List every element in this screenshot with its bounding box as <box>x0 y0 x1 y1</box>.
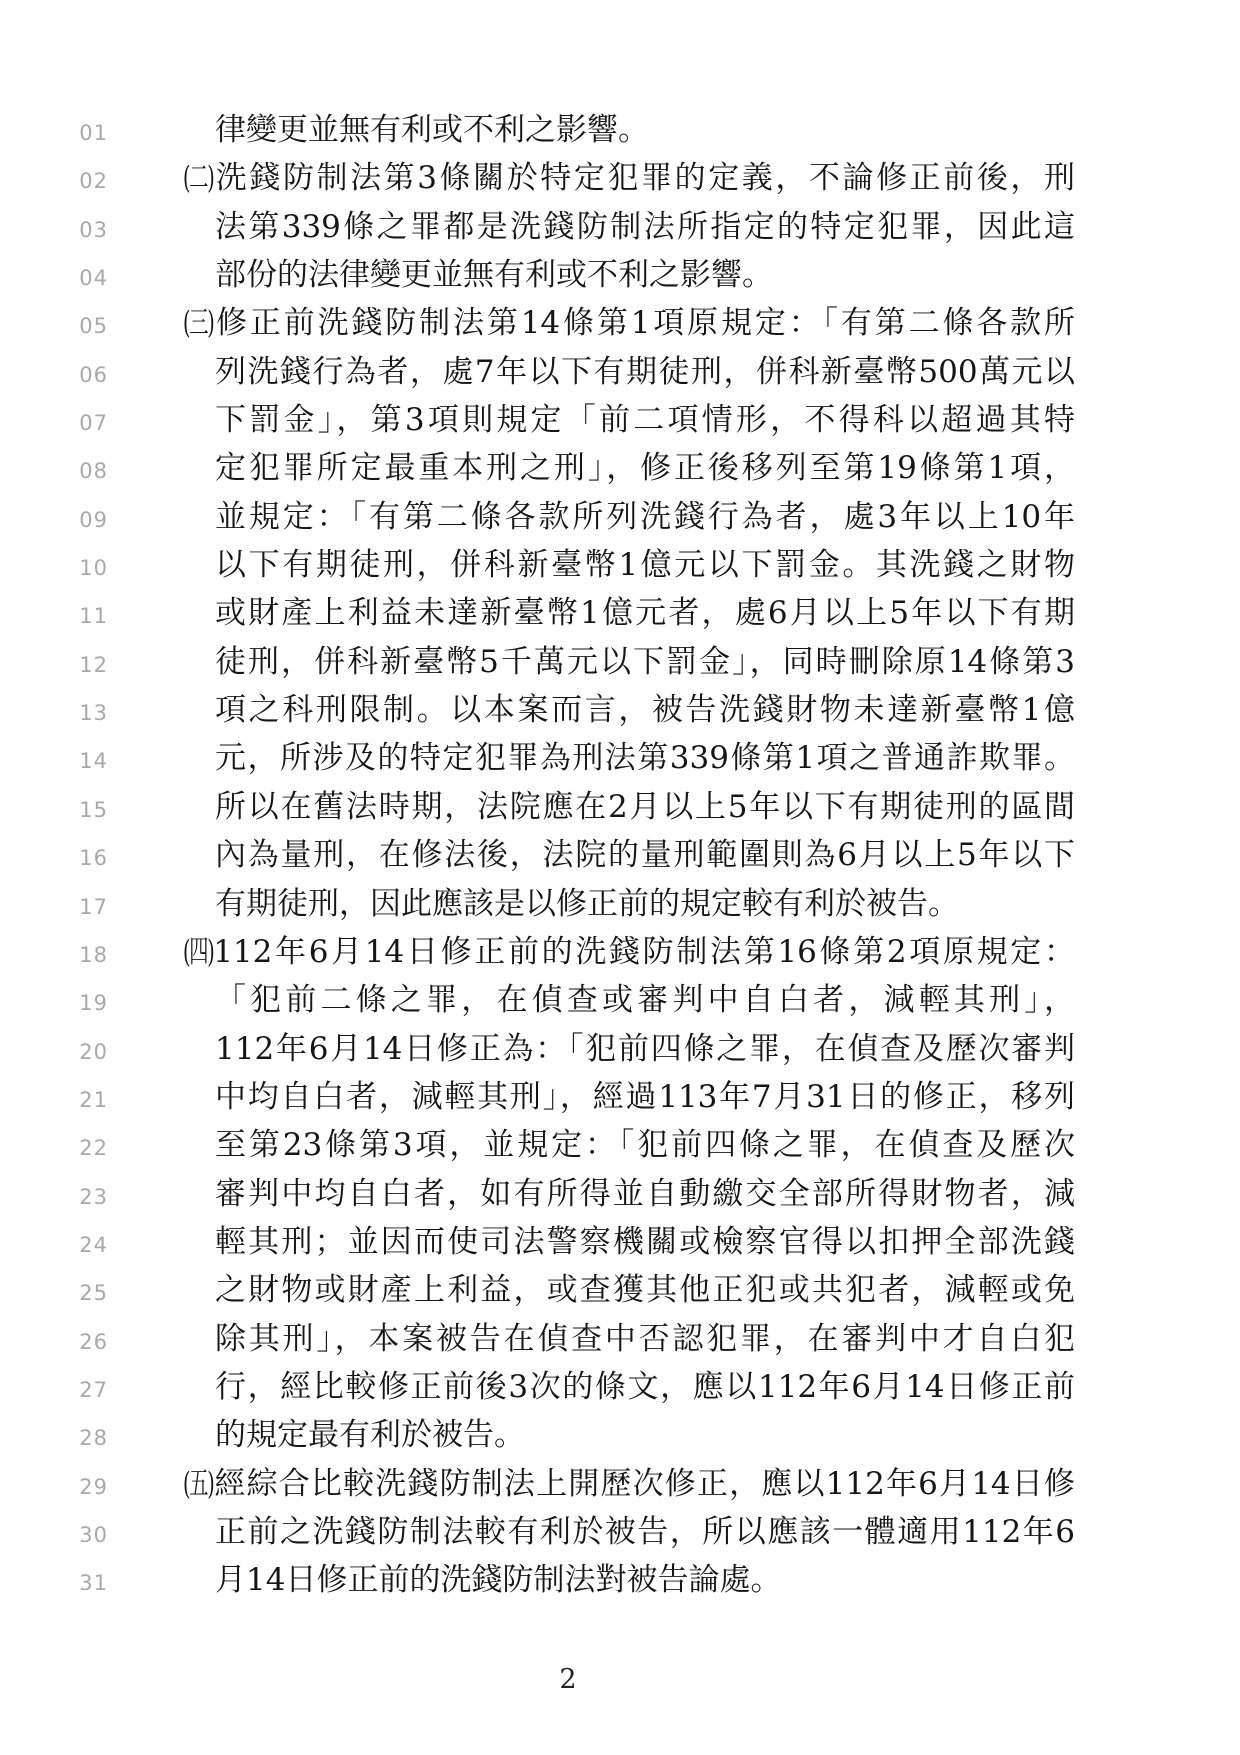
line-text-run: 正前之洗錢防制法較有利於被告，所以應該一體適用112年6 <box>215 1513 1075 1550</box>
document-line <box>0 251 1240 299</box>
line-text-run: 內為量刑，在修法後，法院的量刑範圍則為6月以上5年以下 <box>215 837 1075 874</box>
document-line <box>0 928 1240 976</box>
document-line <box>0 976 1240 1024</box>
list-item-marker: (五) <box>183 1465 214 1502</box>
line-number: 30 <box>79 1522 108 1547</box>
line-text-run: 「犯前二條之罪，在偵查或審判中自白者，減輕其刑」， <box>215 982 1075 1019</box>
line-number: 28 <box>79 1426 108 1451</box>
line-text-run: 的規定最有利於被告。 <box>215 1417 525 1454</box>
line-text <box>183 783 1075 831</box>
line-number: 21 <box>79 1087 108 1112</box>
line-number: 16 <box>79 846 108 871</box>
document-line <box>0 1218 1240 1266</box>
line-text-run: 項之科刑限制。以本案而言，被告洗錢財物未達新臺幣1億 <box>215 692 1075 729</box>
line-text-run: 元，所涉及的特定犯罪為刑法第339條第1項之普通詐欺罪。 <box>215 740 1075 777</box>
line-text-run: 審判中均自白者，如有所得並自動繳交全部所得財物者，減 <box>215 1175 1075 1212</box>
line-text <box>183 1315 1075 1363</box>
line-number: 03 <box>79 217 108 242</box>
line-text-run: 洗錢防制法第3條關於特定犯罪的定義，不論修正前後，刑 <box>213 160 1075 197</box>
line-number: 31 <box>79 1571 108 1596</box>
line-text <box>183 1121 1075 1169</box>
line-text <box>183 1025 1075 1073</box>
line-text <box>183 1266 1075 1314</box>
line-text-run: 法第339條之罪都是洗錢防制法所指定的特定犯罪，因此這 <box>215 208 1075 245</box>
line-text-run: 之財物或財產上利益，或查獲其他正犯或共犯者，減輕或免 <box>215 1272 1075 1309</box>
line-number: 02 <box>79 169 108 194</box>
line-number: 15 <box>79 797 108 822</box>
document-line <box>0 106 1240 154</box>
document-line <box>0 1315 1240 1363</box>
document-line <box>0 589 1240 637</box>
line-text <box>183 396 1075 444</box>
line-number: 05 <box>79 314 108 339</box>
document-line <box>0 783 1240 831</box>
line-text-run: 修正前洗錢防制法第14條第1項原規定：「有第二條各款所 <box>213 305 1075 342</box>
line-number: 29 <box>79 1474 108 1499</box>
line-text <box>183 348 1075 396</box>
line-text <box>183 541 1075 589</box>
document-line <box>0 348 1240 396</box>
list-item-marker: (二) <box>183 160 214 197</box>
document-line <box>0 1121 1240 1169</box>
line-number: 22 <box>79 1136 108 1161</box>
line-text-run: 有期徒刑，因此應該是以修正前的規定較有利於被告。 <box>215 885 959 922</box>
document-line <box>0 203 1240 251</box>
document-line <box>0 541 1240 589</box>
line-number: 26 <box>79 1329 108 1354</box>
line-number: 25 <box>79 1281 108 1306</box>
line-text-run: 並規定：「有第二條各款所列洗錢行為者，處3年以上10年 <box>215 498 1075 535</box>
document-line <box>0 1508 1240 1556</box>
line-text <box>183 444 1075 492</box>
line-number: 14 <box>79 749 108 774</box>
line-text-run: 輕其刑；並因而使司法警察機關或檢察官得以扣押全部洗錢 <box>215 1223 1075 1260</box>
line-number: 23 <box>79 1184 108 1209</box>
line-text <box>183 251 1075 299</box>
document-line <box>0 1460 1240 1508</box>
line-number: 10 <box>79 556 108 581</box>
document-line <box>0 1556 1240 1604</box>
document-line <box>0 299 1240 347</box>
line-text <box>183 1073 1075 1121</box>
line-text <box>183 928 1075 976</box>
document-line <box>0 831 1240 879</box>
line-text-run: 除其刑」，本案被告在偵查中否認犯罪，在審判中才自白犯 <box>215 1320 1075 1357</box>
line-text-run: 徒刑，併科新臺幣5千萬元以下罰金」，同時刪除原14條第3 <box>215 643 1075 680</box>
line-text-run: 112年6月14日修正前的洗錢防制法第16條第2項原規定： <box>213 933 1075 970</box>
line-text-run: 律變更並無有利或不利之影響。 <box>215 112 649 148</box>
document-line <box>0 1025 1240 1073</box>
document-body <box>0 106 1240 1605</box>
document-line <box>0 493 1240 541</box>
document-line <box>0 1363 1240 1411</box>
document-line <box>0 154 1240 202</box>
line-text <box>183 493 1075 541</box>
line-text <box>183 1460 1075 1508</box>
document-line <box>0 444 1240 492</box>
document-line <box>0 734 1240 782</box>
line-text <box>183 589 1075 637</box>
line-number: 19 <box>79 991 108 1016</box>
line-number: 11 <box>79 604 108 629</box>
line-number: 13 <box>79 701 108 726</box>
page-number: 2 <box>559 1664 577 1695</box>
line-text <box>183 1170 1075 1218</box>
line-text <box>183 686 1075 734</box>
line-number: 08 <box>79 459 108 484</box>
document-line <box>0 396 1240 444</box>
line-number: 12 <box>79 652 108 677</box>
document-line <box>0 638 1240 686</box>
line-text <box>183 1556 1075 1604</box>
line-text-run: 經綜合比較洗錢防制法上開歷次修正，應以112年6月14日修 <box>213 1465 1075 1502</box>
line-text-run: 112年6月14日修正為：「犯前四條之罪，在偵查及歷次審判 <box>215 1030 1075 1067</box>
document-line <box>0 1411 1240 1459</box>
line-text <box>183 203 1075 251</box>
line-number: 07 <box>79 411 108 436</box>
line-text <box>183 154 1075 202</box>
line-number: 18 <box>79 942 108 967</box>
line-text-run: 以下有期徒刑，併科新臺幣1億元以下罰金。其洗錢之財物 <box>215 547 1075 584</box>
line-number: 24 <box>79 1232 108 1257</box>
line-number: 06 <box>79 362 108 387</box>
line-text-run: 或財產上利益未達新臺幣1億元者，處6月以上5年以下有期 <box>215 595 1075 632</box>
line-text <box>183 976 1075 1024</box>
list-item-marker: (四) <box>183 933 214 970</box>
line-number: 09 <box>79 507 108 532</box>
line-text-run: 至第23條第3項，並規定：「犯前四條之罪，在偵查及歷次 <box>215 1127 1075 1164</box>
line-number: 04 <box>79 266 108 291</box>
line-text-run: 中均自白者，減輕其刑」，經過113年7月31日的修正，移列 <box>215 1078 1075 1115</box>
line-number: 17 <box>79 894 108 919</box>
document-line <box>0 1266 1240 1314</box>
line-text <box>183 106 1075 154</box>
line-number: 01 <box>79 121 108 145</box>
line-text-run: 行，經比較修正前後3次的條文，應以112年6月14日修正前 <box>215 1368 1075 1405</box>
document-line <box>0 1073 1240 1121</box>
line-number: 20 <box>79 1039 108 1064</box>
line-text-run: 列洗錢行為者，處7年以下有期徒刑，併科新臺幣500萬元以 <box>215 353 1075 390</box>
line-text <box>183 1411 1075 1459</box>
line-text <box>183 831 1075 879</box>
line-text-run: 定犯罪所定最重本刑之刑」，修正後移列至第19條第1項， <box>215 450 1075 487</box>
line-text-run: 下罰金」，第3項則規定「前二項情形，不得科以超過其特 <box>215 402 1075 439</box>
document-line <box>0 1170 1240 1218</box>
line-text-run: 所以在舊法時期，法院應在2月以上5年以下有期徒刑的區間 <box>215 788 1075 825</box>
line-text <box>183 299 1075 347</box>
document-line <box>0 686 1240 734</box>
line-text <box>183 638 1075 686</box>
line-number: 27 <box>79 1377 108 1402</box>
line-text <box>183 734 1075 782</box>
line-text-run: 月14日修正前的洗錢防制法對被告論處。 <box>215 1562 782 1599</box>
line-text <box>183 1363 1075 1411</box>
line-text <box>183 1218 1075 1266</box>
document-line <box>0 880 1240 928</box>
line-text <box>183 1508 1075 1556</box>
list-item-marker: (三) <box>183 305 214 342</box>
line-text-run: 部份的法律變更並無有利或不利之影響。 <box>215 257 773 294</box>
line-text <box>183 880 1075 928</box>
